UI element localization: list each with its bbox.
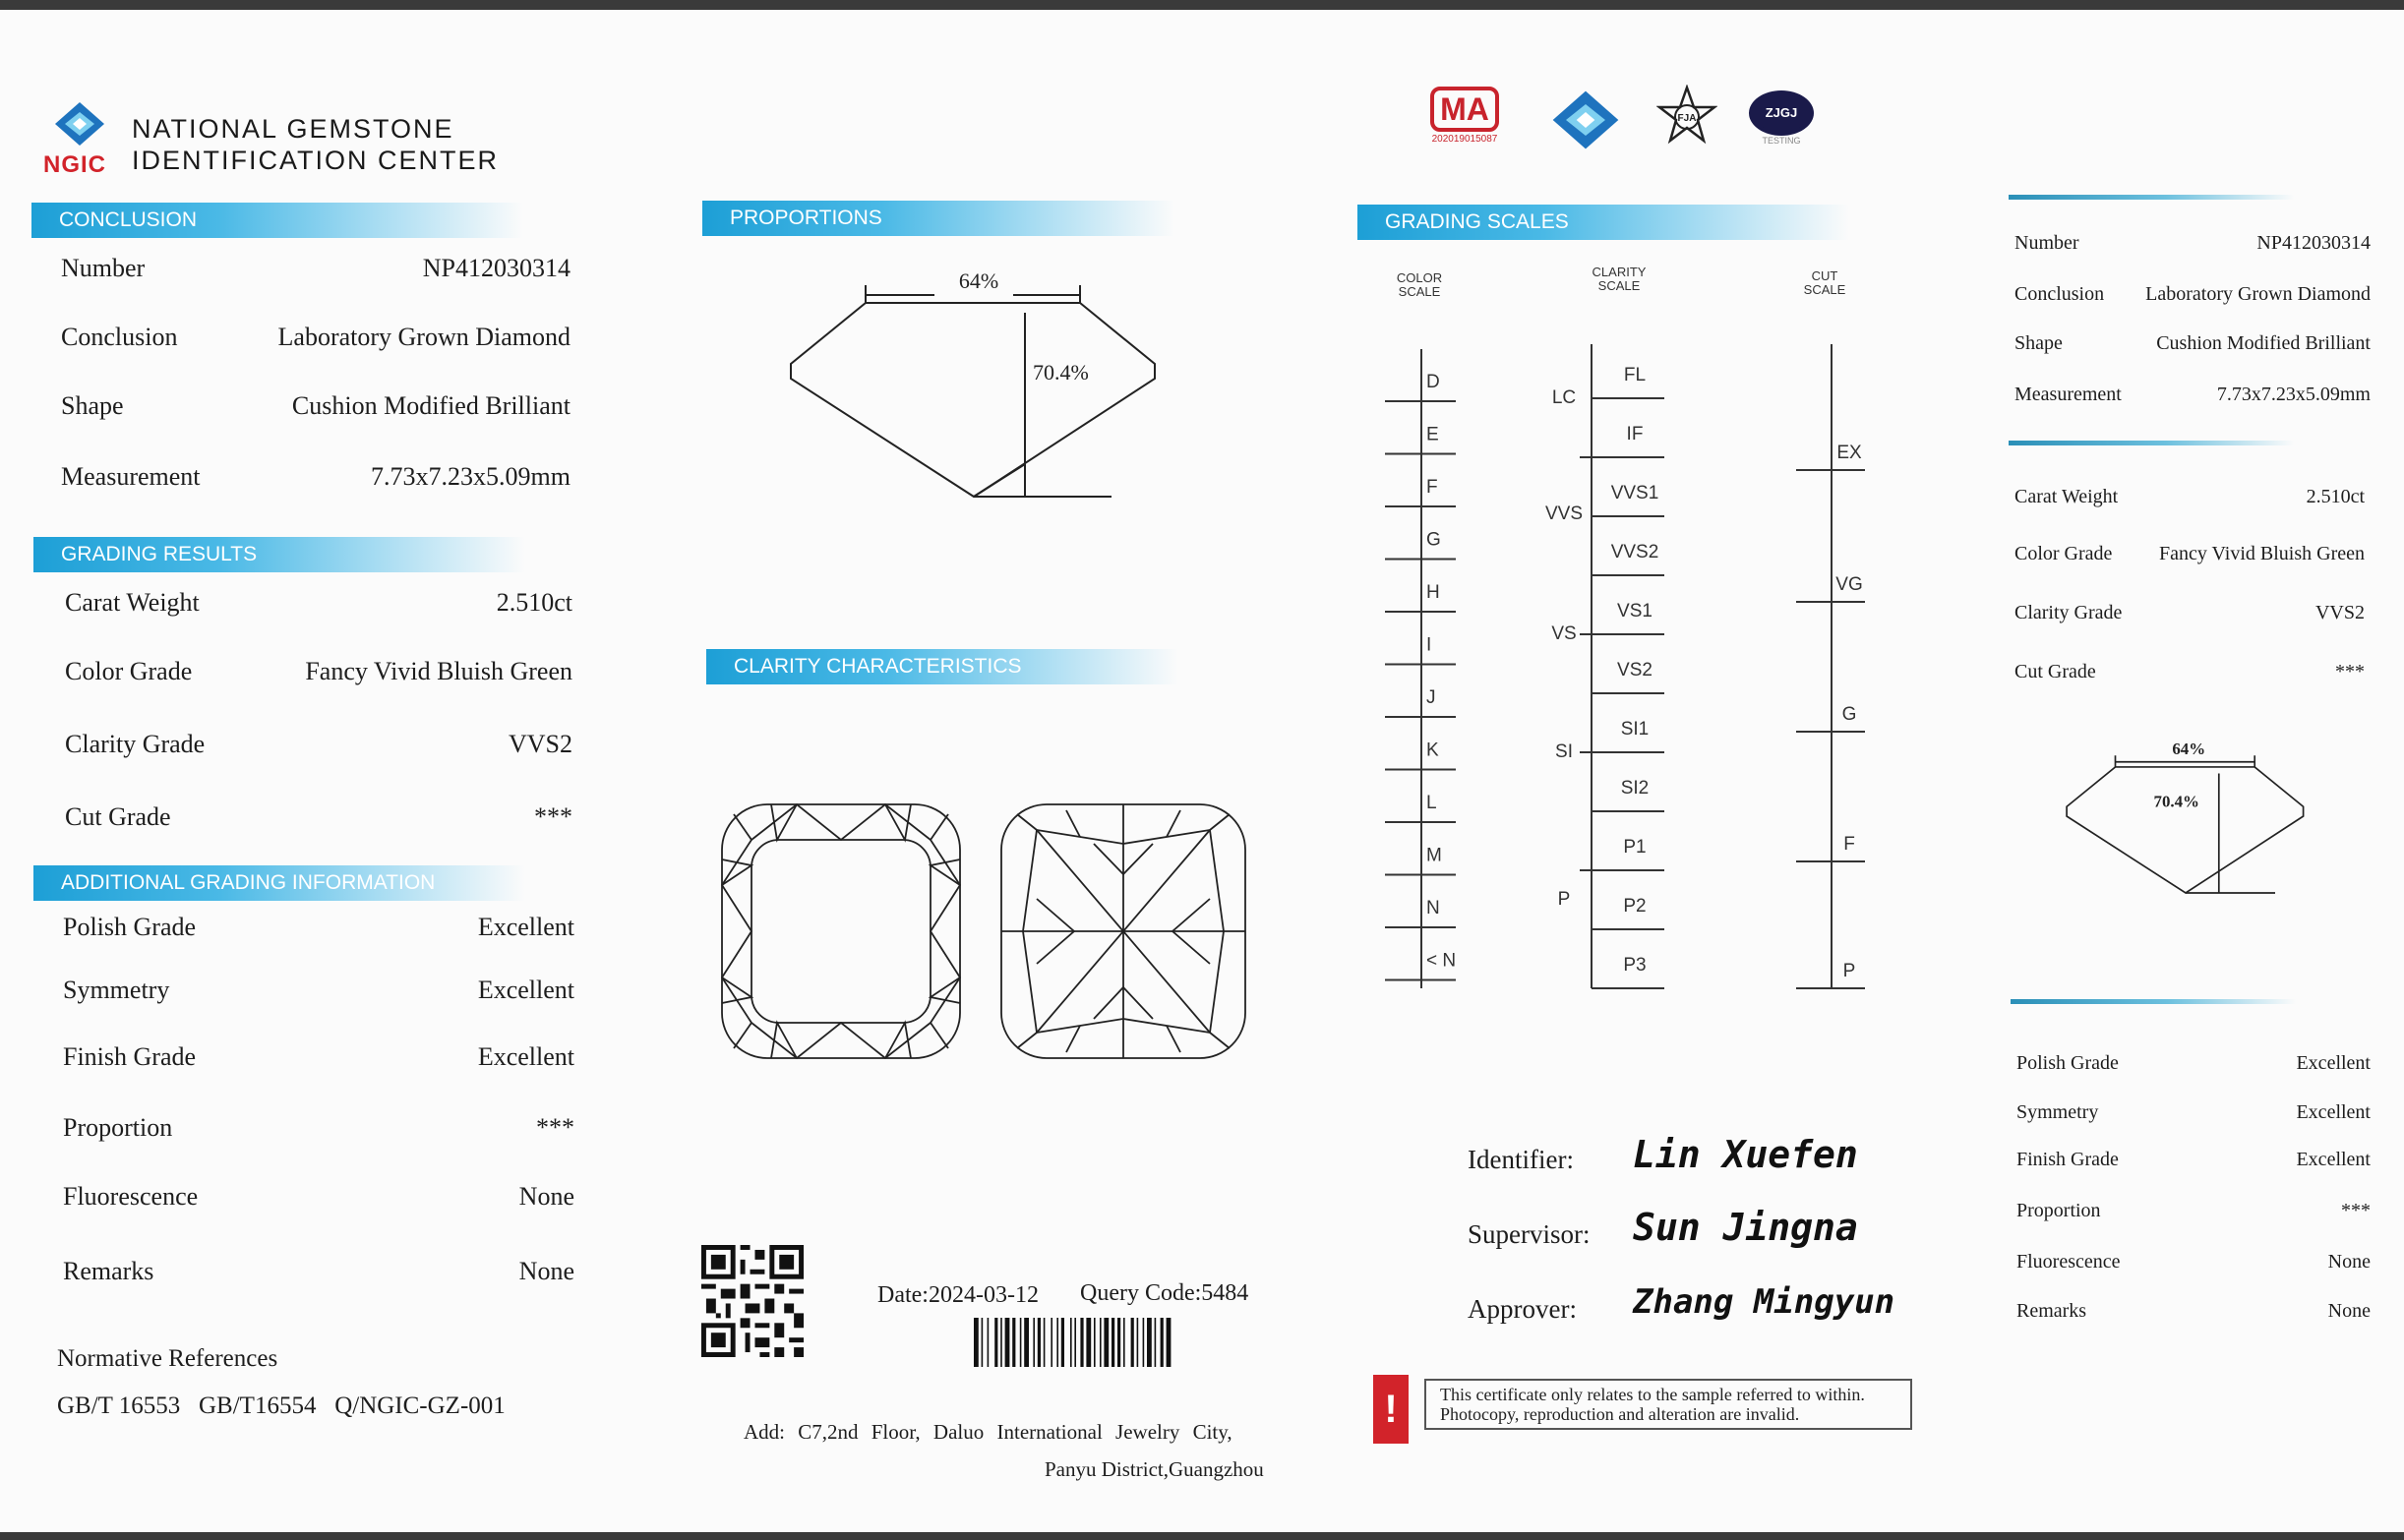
grading-results-band: GRADING RESULTS: [33, 537, 525, 572]
org-name-line2: IDENTIFICATION CENTER: [132, 146, 500, 175]
stub-grading-label: Clarity Grade: [2014, 602, 2123, 623]
grading-value: VVS2: [508, 730, 572, 758]
grading-row: [65, 588, 572, 622]
proportion-table-pct: 64%: [958, 268, 999, 293]
clarity-grade-label: P1: [1623, 837, 1647, 858]
clarity-group-label: LC: [1551, 387, 1577, 408]
disclaimer-text: This certificate only relates to the sample referred to within. Photocopy, reproduction and alteration are invalid.: [1424, 1379, 1912, 1430]
color-grade-label: H: [1426, 582, 1440, 603]
stub-grading-label: Cut Grade: [2014, 661, 2096, 682]
conclusion-label: Conclusion: [61, 323, 178, 351]
additional-label: Polish Grade: [63, 913, 197, 941]
ngic-logo-icon: [51, 100, 108, 148]
stub-additional-value: Excellent: [2296, 1101, 2371, 1123]
conclusion-value: Laboratory Grown Diamond: [277, 323, 571, 351]
stub-grading-row: [2014, 602, 2365, 635]
additional-value: None: [518, 1257, 574, 1285]
cut-grade-label: F: [1843, 834, 1855, 855]
stub-additional-row: [2016, 1052, 2371, 1086]
additional-label: Finish Grade: [63, 1042, 197, 1071]
grading-value: 2.510ct: [496, 588, 572, 617]
supervisor-signature: Sun Jingna: [1633, 1206, 1858, 1249]
stub-summary-value: 7.73x7.23x5.09mm: [2216, 384, 2371, 405]
color-grade-label: J: [1426, 687, 1436, 708]
color-scale-title: COLOR SCALE: [1396, 270, 1443, 299]
clarity-grade-label: VVS1: [1610, 483, 1659, 503]
stub-divider-bottom: [2011, 999, 2296, 1004]
clarity-group-label: P: [1557, 889, 1571, 910]
cut-grade-label: P: [1842, 961, 1856, 981]
grading-label: Cut Grade: [65, 802, 171, 831]
stub-additional-value: Excellent: [2296, 1052, 2371, 1074]
approver-signature: Zhang Mingyun: [1633, 1282, 1895, 1322]
proportion-diagram: [777, 256, 1171, 502]
stub-grading-row: [2014, 543, 2365, 576]
grading-scales-band: GRADING SCALES: [1357, 205, 1849, 240]
stub-summary-value: NP412030314: [2256, 232, 2371, 254]
qr-code-icon: [700, 1245, 805, 1357]
clarity-group-label: SI: [1555, 741, 1573, 762]
zjgj-badge: [1749, 90, 1814, 146]
fja-text: FJA: [1677, 113, 1697, 124]
stub-grading-value: VVS2: [2314, 602, 2365, 623]
color-grade-label: D: [1426, 372, 1440, 392]
additional-label: Proportion: [63, 1113, 173, 1142]
additional-row: [63, 913, 574, 946]
clarity-grade-label: VVS2: [1610, 542, 1659, 563]
stub-proportion-diagram: [2058, 728, 2314, 905]
conclusion-band: CONCLUSION: [31, 203, 523, 238]
query-code: Query Code:5484: [1080, 1280, 1249, 1306]
conclusion-value: Cushion Modified Brilliant: [291, 391, 571, 420]
conclusion-row: [61, 254, 571, 287]
stub-additional-value: None: [2327, 1251, 2371, 1273]
additional-label: Remarks: [63, 1257, 154, 1285]
stub-summary-row: [2014, 332, 2371, 366]
conclusion-row: [61, 323, 571, 356]
clarity-grade-label: VS1: [1617, 601, 1653, 622]
clarity-grade-label: IF: [1626, 424, 1644, 444]
ngic-logo-text: NGIC: [43, 151, 106, 178]
color-grade-label: L: [1426, 793, 1437, 813]
clarity-grade-label: FL: [1623, 365, 1647, 385]
stub-additional-row: [2016, 1251, 2371, 1284]
stub-summary-value: Cushion Modified Brilliant: [2156, 332, 2371, 354]
zjgj-text: ZJGJ: [1749, 90, 1814, 136]
conclusion-value: NP412030314: [422, 254, 571, 282]
stub-summary-row: [2014, 283, 2371, 317]
additional-info-band: ADDITIONAL GRADING INFORMATION: [33, 865, 525, 901]
stub-additional-row: [2016, 1149, 2371, 1182]
additional-label: Symmetry: [63, 976, 170, 1004]
additional-label: Fluorescence: [63, 1182, 199, 1211]
cma-badge: [1422, 87, 1507, 145]
stub-depth-pct: 70.4%: [2153, 792, 2199, 811]
stub-additional-row: [2016, 1300, 2371, 1333]
additional-value: ***: [536, 1113, 574, 1142]
crown-plot-diagram: [718, 800, 964, 1062]
stub-summary-row: [2014, 232, 2371, 266]
additional-row: [63, 1182, 574, 1215]
color-grade-label: G: [1426, 529, 1441, 551]
color-grade-label: E: [1426, 424, 1439, 445]
stub-summary-label: Number: [2014, 232, 2079, 254]
stub-divider-mid: [2009, 441, 2294, 445]
additional-row: [63, 1257, 574, 1290]
clarity-grade-label: VS2: [1617, 660, 1653, 681]
clarity-scale-title: CLARITY SCALE: [1592, 265, 1647, 293]
stub-additional-label: Fluorescence: [2016, 1251, 2121, 1273]
stub-summary-value: Laboratory Grown Diamond: [2145, 283, 2371, 305]
stub-additional-label: Polish Grade: [2016, 1052, 2119, 1074]
pavilion-plot-diagram: [997, 800, 1249, 1062]
clarity-characteristics-band: CLARITY CHARACTERISTICS: [706, 649, 1178, 684]
additional-row: [63, 976, 574, 1009]
grading-label: Carat Weight: [65, 588, 200, 617]
stub-additional-value: Excellent: [2296, 1149, 2371, 1170]
conclusion-value: 7.73x7.23x5.09mm: [371, 462, 571, 491]
conclusion-row: [61, 391, 571, 425]
grading-value: ***: [534, 802, 572, 831]
stub-table-pct: 64%: [2172, 739, 2206, 758]
grading-row: [65, 657, 572, 690]
color-grade-label: < N: [1426, 950, 1457, 972]
stub-summary-label: Shape: [2014, 332, 2063, 354]
identifier-label: Identifier:: [1468, 1145, 1574, 1174]
conclusion-label: Measurement: [61, 462, 201, 491]
clarity-grade-label: P2: [1623, 896, 1647, 917]
normative-references: GB/T 16553 GB/T16554 Q/NGIC-GZ-001: [57, 1392, 506, 1419]
ngic-emblem-icon: [1546, 89, 1625, 151]
identifier-signature: Lin Xuefen: [1633, 1133, 1858, 1176]
color-grade-label: I: [1426, 634, 1432, 656]
clarity-grade-label: SI1: [1620, 719, 1650, 740]
cma-number: 202019015087: [1431, 134, 1498, 145]
stub-additional-label: Remarks: [2016, 1300, 2087, 1322]
cma-badge-text: MA: [1430, 87, 1499, 132]
cut-grade-label: EX: [1836, 443, 1862, 463]
stub-divider-top: [2009, 195, 2294, 200]
cut-grade-label: VG: [1835, 574, 1863, 595]
additional-value: Excellent: [477, 913, 574, 941]
additional-row: [63, 1042, 574, 1076]
grading-label: Clarity Grade: [65, 730, 206, 758]
stub-additional-value: None: [2327, 1300, 2371, 1322]
color-grade-label: F: [1426, 477, 1438, 498]
address-line1: Add: C7,2nd Floor, Daluo International Jewelry City,: [744, 1420, 1232, 1444]
cut-grade-label: G: [1841, 704, 1857, 725]
proportion-depth-pct: 70.4%: [1033, 360, 1089, 385]
additional-value: None: [518, 1182, 574, 1211]
fja-star-icon: [1656, 85, 1717, 146]
clarity-grade-label: P3: [1623, 955, 1647, 976]
stub-grading-value: ***: [2335, 661, 2365, 682]
grading-value: Fancy Vivid Bluish Green: [305, 657, 572, 685]
stub-additional-value: ***: [2341, 1200, 2371, 1221]
conclusion-label: Shape: [61, 391, 124, 420]
grading-scales-diagram: [1367, 305, 1898, 1013]
address-line2: Panyu District,Guangzhou: [1045, 1457, 1264, 1481]
additional-value: Excellent: [477, 976, 574, 1004]
stub-summary-label: Measurement: [2014, 384, 2122, 405]
stub-grading-row: [2014, 661, 2365, 694]
supervisor-label: Supervisor:: [1468, 1219, 1591, 1249]
conclusion-label: Number: [61, 254, 146, 282]
stub-additional-label: Proportion: [2016, 1200, 2101, 1221]
stub-grading-row: [2014, 486, 2365, 519]
stub-grading-label: Carat Weight: [2014, 486, 2119, 507]
org-name-line1: NATIONAL GEMSTONE: [132, 114, 454, 144]
stub-additional-label: Finish Grade: [2016, 1149, 2119, 1170]
clarity-group-label: VS: [1551, 623, 1577, 644]
warning-icon: !: [1373, 1375, 1409, 1444]
issue-date: Date:2024-03-12: [877, 1282, 1039, 1308]
zjgj-sub: TESTING: [1762, 136, 1801, 146]
stub-grading-value: Fancy Vivid Bluish Green: [2159, 543, 2365, 564]
stub-additional-row: [2016, 1200, 2371, 1233]
stub-summary-row: [2014, 384, 2371, 417]
clarity-group-label: VVS: [1544, 503, 1584, 524]
stub-grading-label: Color Grade: [2014, 543, 2113, 564]
barcode-icon: [974, 1318, 1261, 1367]
additional-value: Excellent: [477, 1042, 574, 1071]
approver-label: Approver:: [1468, 1294, 1577, 1324]
cut-scale-title: CUT SCALE: [1803, 268, 1846, 297]
stub-grading-value: 2.510ct: [2306, 486, 2365, 507]
clarity-grade-label: SI2: [1620, 778, 1650, 799]
additional-row: [63, 1113, 574, 1147]
normative-references-title: Normative References: [57, 1345, 278, 1372]
stub-additional-label: Symmetry: [2016, 1101, 2099, 1123]
color-grade-label: N: [1426, 898, 1440, 918]
stub-summary-label: Conclusion: [2014, 283, 2105, 305]
certificate-sheet: [0, 10, 2404, 1532]
conclusion-row: [61, 462, 571, 496]
stub-additional-row: [2016, 1101, 2371, 1135]
grading-row: [65, 730, 572, 763]
grading-label: Color Grade: [65, 657, 193, 685]
grading-row: [65, 802, 572, 836]
color-grade-label: K: [1426, 740, 1439, 761]
proportions-band: PROPORTIONS: [702, 201, 1174, 236]
color-grade-label: M: [1426, 845, 1442, 866]
